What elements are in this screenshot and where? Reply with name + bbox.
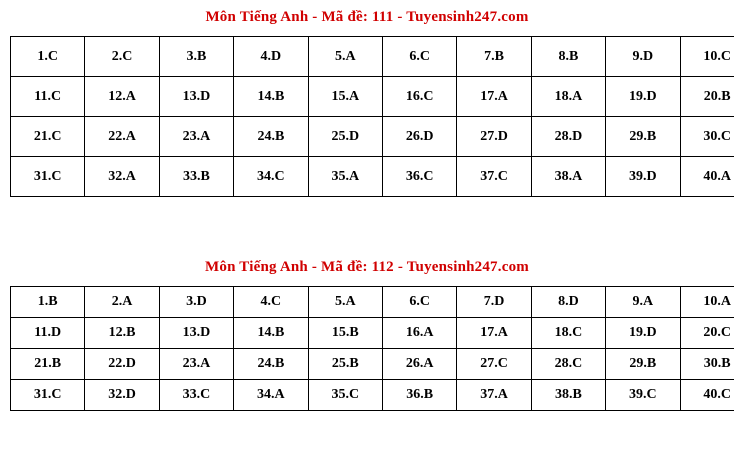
- answer-cell: 5.A: [308, 287, 382, 318]
- block-spacer: [0, 197, 734, 259]
- answer-cell: 23.A: [159, 349, 233, 380]
- table-row: [11, 77, 734, 117]
- answer-table-112: [10, 286, 734, 411]
- answer-cell: 20.B: [680, 77, 734, 117]
- table-row: [11, 287, 734, 318]
- answer-cell: 6.C: [382, 287, 456, 318]
- answer-cell: 5.A: [308, 37, 382, 77]
- answer-cell: 29.B: [606, 349, 680, 380]
- answer-cell: 25.B: [308, 349, 382, 380]
- answer-cell: 17.A: [457, 318, 531, 349]
- answer-cell: 34.C: [234, 157, 308, 197]
- table-row: [11, 117, 734, 157]
- answer-cell: 18.A: [531, 77, 605, 117]
- answer-cell: 35.A: [308, 157, 382, 197]
- answer-cell: 8.B: [531, 37, 605, 77]
- answer-cell: 24.B: [234, 117, 308, 157]
- table-row: [11, 318, 734, 349]
- answer-cell: 34.A: [234, 380, 308, 411]
- answer-cell: 33.B: [159, 157, 233, 197]
- answer-cell: 19.D: [606, 77, 680, 117]
- answer-cell: 16.A: [382, 318, 456, 349]
- answer-cell: 26.D: [382, 117, 456, 157]
- answer-table-111: [10, 36, 734, 197]
- answer-cell: 22.D: [85, 349, 159, 380]
- table-row: [11, 157, 734, 197]
- answer-cell: 12.B: [85, 318, 159, 349]
- answer-cell: 19.D: [606, 318, 680, 349]
- answer-cell: 25.D: [308, 117, 382, 157]
- answer-cell: 37.A: [457, 380, 531, 411]
- answer-cell: 3.B: [159, 37, 233, 77]
- answer-cell: 40.C: [680, 380, 734, 411]
- answer-cell: 3.D: [159, 287, 233, 318]
- answer-cell: 7.B: [457, 37, 531, 77]
- answer-cell: 16.C: [382, 77, 456, 117]
- answer-cell: 7.D: [457, 287, 531, 318]
- answer-cell: 1.C: [11, 37, 85, 77]
- answer-cell: 11.C: [11, 77, 85, 117]
- answer-cell: 27.C: [457, 349, 531, 380]
- answer-cell: 14.B: [234, 318, 308, 349]
- answer-cell: 39.C: [606, 380, 680, 411]
- answer-cell: 20.C: [680, 318, 734, 349]
- answer-cell: 10.A: [680, 287, 734, 318]
- answer-cell: 31.C: [11, 380, 85, 411]
- answer-cell: 37.C: [457, 157, 531, 197]
- answer-cell: 31.C: [11, 157, 85, 197]
- answer-cell: 2.A: [85, 287, 159, 318]
- answer-cell: 21.C: [11, 117, 85, 157]
- answer-cell: 13.D: [159, 77, 233, 117]
- answer-cell: 17.A: [457, 77, 531, 117]
- answer-cell: 24.B: [234, 349, 308, 380]
- answer-cell: 32.D: [85, 380, 159, 411]
- answer-cell: 14.B: [234, 77, 308, 117]
- answer-block-112: [0, 259, 734, 411]
- answer-cell: 33.C: [159, 380, 233, 411]
- answer-cell: 1.B: [11, 287, 85, 318]
- table-row: [11, 37, 734, 77]
- answer-cell: 4.D: [234, 37, 308, 77]
- answer-cell: 4.C: [234, 287, 308, 318]
- block-title-111: Môn Tiếng Anh - Mã đề: 111 - Tuyensinh247.com: [205, 9, 529, 25]
- answer-cell: 21.B: [11, 349, 85, 380]
- answer-cell: 12.A: [85, 77, 159, 117]
- answer-cell: 36.C: [382, 157, 456, 197]
- answer-cell: 15.A: [308, 77, 382, 117]
- answer-cell: 26.A: [382, 349, 456, 380]
- answer-cell: 30.B: [680, 349, 734, 380]
- answer-cell: 32.A: [85, 157, 159, 197]
- answer-cell: 22.A: [85, 117, 159, 157]
- answer-cell: 18.C: [531, 318, 605, 349]
- answer-cell: 27.D: [457, 117, 531, 157]
- answer-cell: 13.D: [159, 318, 233, 349]
- answer-cell: 2.C: [85, 37, 159, 77]
- answer-cell: 36.B: [382, 380, 456, 411]
- answer-cell: 9.A: [606, 287, 680, 318]
- answer-cell: 35.C: [308, 380, 382, 411]
- answer-cell: 38.A: [531, 157, 605, 197]
- answer-cell: 29.B: [606, 117, 680, 157]
- answer-cell: 10.C: [680, 37, 734, 77]
- answer-cell: 39.D: [606, 157, 680, 197]
- answer-cell: 38.B: [531, 380, 605, 411]
- answer-cell: 11.D: [11, 318, 85, 349]
- block-title-112: Môn Tiếng Anh - Mã đề: 112 - Tuyensinh247.com: [205, 259, 529, 275]
- answer-cell: 8.D: [531, 287, 605, 318]
- answer-cell: 9.D: [606, 37, 680, 77]
- answer-cell: 40.A: [680, 157, 734, 197]
- answer-block-111: [0, 0, 734, 197]
- answer-cell: 30.C: [680, 117, 734, 157]
- answer-cell: 23.A: [159, 117, 233, 157]
- answer-cell: 28.D: [531, 117, 605, 157]
- table-row: [11, 349, 734, 380]
- answer-cell: 6.C: [382, 37, 456, 77]
- answer-cell: 15.B: [308, 318, 382, 349]
- answer-cell: 28.C: [531, 349, 605, 380]
- table-row: [11, 380, 734, 411]
